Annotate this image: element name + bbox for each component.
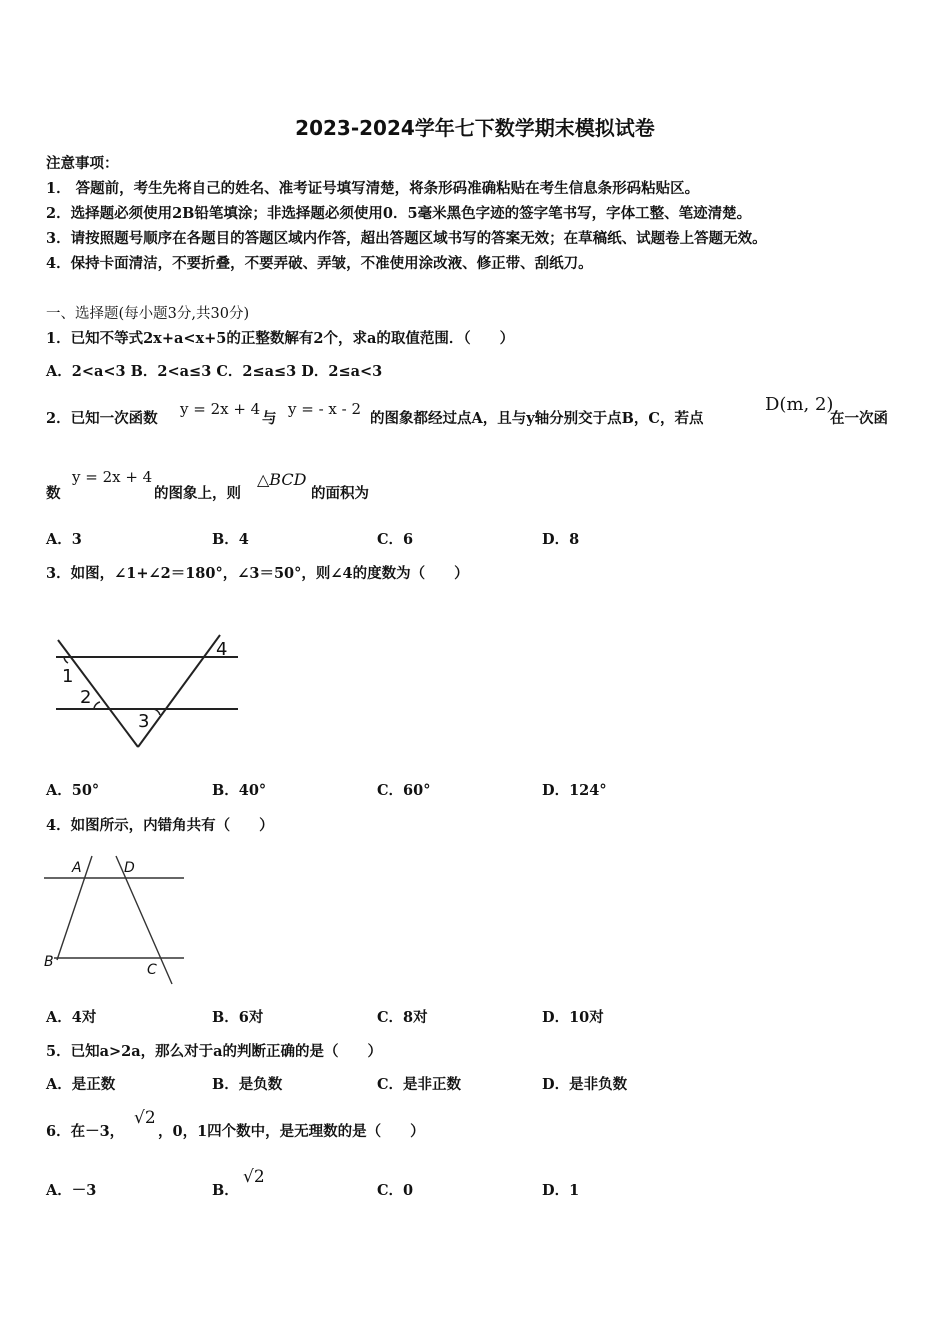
q5-option-b: B．是负数 — [212, 1076, 283, 1093]
q4-option-b: B．6对 — [212, 1009, 264, 1026]
q3-option-c: C．60° — [377, 782, 431, 799]
q2-stem-d: 在一次函 — [830, 410, 888, 427]
q1-options: A．2<a<3 B．2<a≤3 C．2≤a≤3 D．2≤a<3 — [46, 363, 383, 380]
q4-point-label: A — [72, 860, 82, 876]
q5-option-a: A．是正数 — [46, 1076, 116, 1093]
q6-stem-a: 6．在－3， — [46, 1123, 125, 1140]
notice-heading: 注意事项： — [46, 155, 119, 172]
q2-stem-c: 的图象都经过点A，且与y轴分别交于点B，C，若点 — [370, 410, 704, 427]
notice-item: 1． 答题前，考生先将自己的姓名、准考证号填写清楚，将条形码准确粘贴在考生信息条形码粘贴区。 — [46, 180, 700, 197]
q4-option-a: A．4对 — [46, 1009, 97, 1026]
q3-stem: 3．如图，∠1+∠2＝180°，∠3＝50°，则∠4的度数为（ ） — [46, 565, 469, 582]
q6-option-a: A．－3 — [46, 1182, 97, 1199]
q2-line2-a: 数 — [46, 485, 61, 502]
q4-stem: 4．如图所示，内错角共有（ ） — [46, 817, 274, 834]
notice-item: 4．保持卡面清洁，不要折叠，不要弄破、弄皱，不准使用涂改液、修正带、刮纸刀。 — [46, 255, 593, 272]
q5-stem: 5．已知a>2a，那么对于a的判断正确的是（ ） — [46, 1043, 383, 1060]
q4-point-label: B — [44, 954, 54, 970]
q2-function-1: y = 2x + 4 — [180, 400, 261, 418]
q2-option-a: A．3 — [46, 531, 82, 548]
q4-option-c: C．8对 — [377, 1009, 428, 1026]
q2-line2-b: 的图象上，则 — [154, 485, 241, 502]
q2-option-b: B．4 — [212, 531, 249, 548]
q3-angle-arc — [94, 702, 100, 709]
q4-option-d: D．10对 — [542, 1009, 604, 1026]
q6-stem-b: ，0，1四个数中，是无理数的是（ ） — [158, 1123, 425, 1140]
q1-stem: 1．已知不等式2x+a<x+5的正整数解有2个，求a的取值范围．（ ） — [46, 330, 515, 347]
q5-option-c: C．是非正数 — [377, 1076, 462, 1093]
q2-triangle-bcd: △BCD — [257, 470, 307, 489]
notice-item: 3．请按照题号顺序在各题目的答题区域内作答，超出答题区域书写的答案无效；在草稿纸、试题卷上答题无效。 — [46, 230, 767, 247]
q4-point-label: D — [124, 860, 135, 876]
q3-transversal-right — [138, 635, 220, 747]
q2-point-d: D(m, 2) — [765, 394, 834, 415]
q3-figure — [50, 630, 250, 755]
q2-option-c: C．6 — [377, 531, 414, 548]
q4-figure — [40, 850, 190, 990]
q2-line2-c: 的面积为 — [311, 485, 369, 502]
q2-option-d: D．8 — [542, 531, 580, 548]
q6-option-b: B． — [212, 1182, 239, 1199]
q6-option-b-sqrt2: √2 — [243, 1167, 265, 1187]
q6-option-c: C．0 — [377, 1182, 414, 1199]
q6-sqrt2: √2 — [134, 1108, 156, 1128]
q3-angle-label: 4 — [216, 639, 228, 660]
q3-angle-label: 1 — [62, 666, 74, 687]
q2-stem-a: 2．已知一次函数 — [46, 410, 158, 427]
q3-option-a: A．50° — [46, 782, 100, 799]
q2-stem-b: 与 — [262, 410, 277, 427]
notice-item: 2．选择题必须使用2B铅笔填涂；非选择题必须使用0．5毫米黑色字迹的签字笔书写，字体工整、笔迹清楚。 — [46, 205, 752, 222]
q3-angle-label: 2 — [80, 687, 92, 708]
q3-option-d: D．124° — [542, 782, 607, 799]
q6-option-d: D．1 — [542, 1182, 580, 1199]
q2-function-3: y = 2x + 4 — [72, 468, 153, 486]
q5-option-d: D．是非负数 — [542, 1076, 628, 1093]
page-title: 2023-2024学年七下数学期末模拟试卷 — [295, 116, 655, 140]
q2-function-2: y = - x - 2 — [288, 400, 362, 418]
q4-point-label: C — [147, 962, 157, 978]
section-heading: 一、选择题(每小题3分,共30分) — [46, 306, 250, 322]
q3-angle-label: 3 — [138, 711, 150, 732]
q3-option-b: B．40° — [212, 782, 267, 799]
